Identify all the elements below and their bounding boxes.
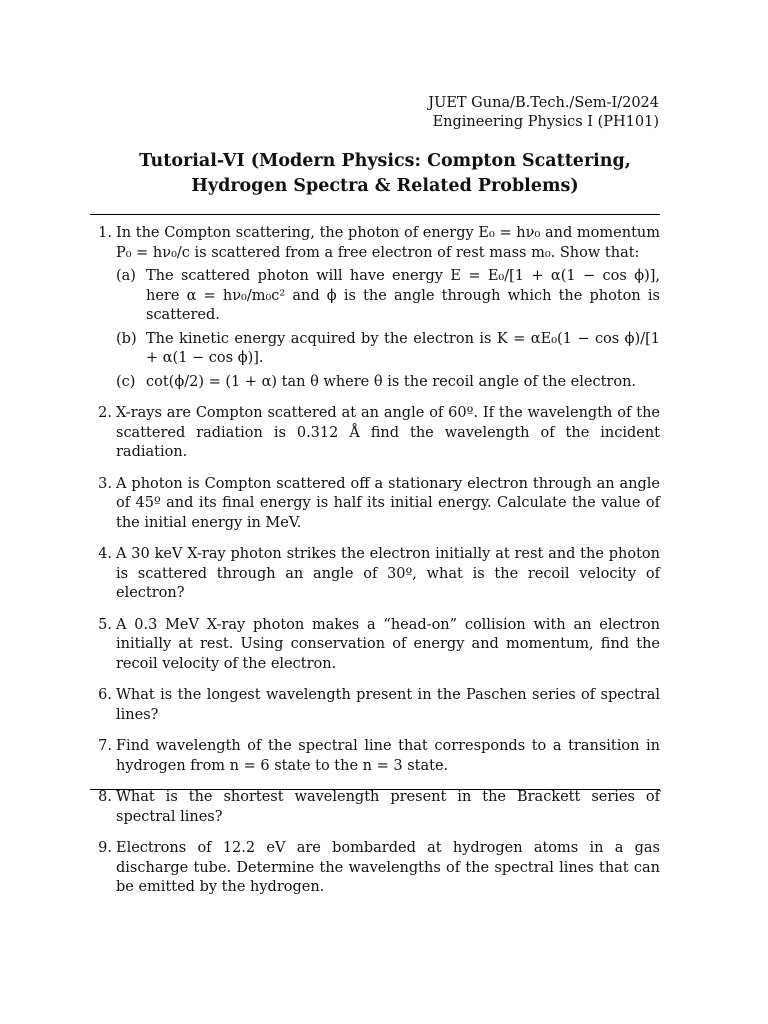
problem-number: 8. [98,789,112,805]
problem-item [90,788,660,827]
subpart-text: cot(ϕ/2) = (1 + α) tan θ where θ is the recoil angle of the electron. [146,373,637,390]
problem-text: A photon is Compton scattered off a stationary electron through an angle of 45º and its final energy is half its initial energy. Calculate the value of the initial energy in MeV. [116,475,660,531]
problem-item [90,839,660,898]
course-header [428,94,659,132]
subpart-label: (c) [116,373,136,390]
problem-text: What is the shortest wavelength present in the Brackett series of spectral lines? [116,789,660,825]
problem-item [90,737,660,776]
problem-item [90,224,660,392]
problem-text: X-rays are Compton scattered at an angle of 60º. If the wavelength of the scattered radiation is 0.312 Å find the wavelength of the incident radiation. [116,405,660,460]
top-divider [90,214,660,215]
problem-text: Find wavelength of the spectral line that corresponds to a transition in hydrogen from n = 6 state to the n = 3 state. [116,738,660,774]
problem-list-container [90,224,660,910]
problem-number: 3. [98,475,112,492]
problem-text: Electrons of 12.2 eV are bombarded at hydrogen atoms in a gas discharge tube. Determine the wavelengths of the spectral lines that can be emitted by the hydrogen. [116,840,660,895]
problem-text: A 30 keV X-ray photon strikes the electron initially at rest and the photon is scattered through an angle of 30º, what is the recoil velocity of electron? [116,546,660,601]
subpart-item [116,330,660,369]
problem-list [90,224,660,898]
problem-number: 9. [98,840,112,856]
problem-item [90,404,660,463]
problem-number: 2. [98,405,112,421]
problem-number: 4. [98,546,112,562]
problem-text: In the Compton scattering, the photon of energy E₀ = hν₀ and momentum P₀ = hν₀/c is scattered from a free electron of rest mass m₀. Show that: [116,225,660,261]
problem-text: What is the longest wavelength present in the Paschen series of spectral lines? [116,687,660,723]
page-title: Tutorial-VI (Modern Physics: Compton Scattering, Hydrogen Spectra & Related Problems) [139,151,631,196]
problem-item [90,616,660,675]
subpart-text: The kinetic energy acquired by the electron is K = αE₀(1 − cos ϕ)/[1 + α(1 − cos ϕ)]. [146,330,660,366]
problem-number: 6. [98,687,112,703]
bottom-divider [90,789,660,790]
header-institution-line: JUET Guna/B.Tech./Sem-I/2024 [428,95,659,111]
subpart-label: (a) [116,268,136,284]
problem-item [90,545,660,604]
problem-text: A 0.3 MeV X-ray photon makes a “head-on” collision with an electron initially at rest. Using conservation of energy and momentum, find the recoil velocity of the electron. [116,616,660,672]
problem-number: 1. [98,225,112,241]
problem-item [90,686,660,725]
subpart-text: The scattered photon will have energy E = E₀/[1 + α(1 − cos ϕ)], here α = hν₀/m₀c² and ϕ is the angle through which the photon is scattered. [146,268,660,323]
subpart-item [116,267,660,326]
subpart-item [116,373,660,393]
problem-item [90,475,660,534]
problem-number: 5. [98,616,112,633]
header-course-line: Engineering Physics I (PH101) [432,114,659,130]
subpart-label: (b) [116,330,137,347]
subpart-list [116,267,660,392]
problem-number: 7. [98,738,112,754]
